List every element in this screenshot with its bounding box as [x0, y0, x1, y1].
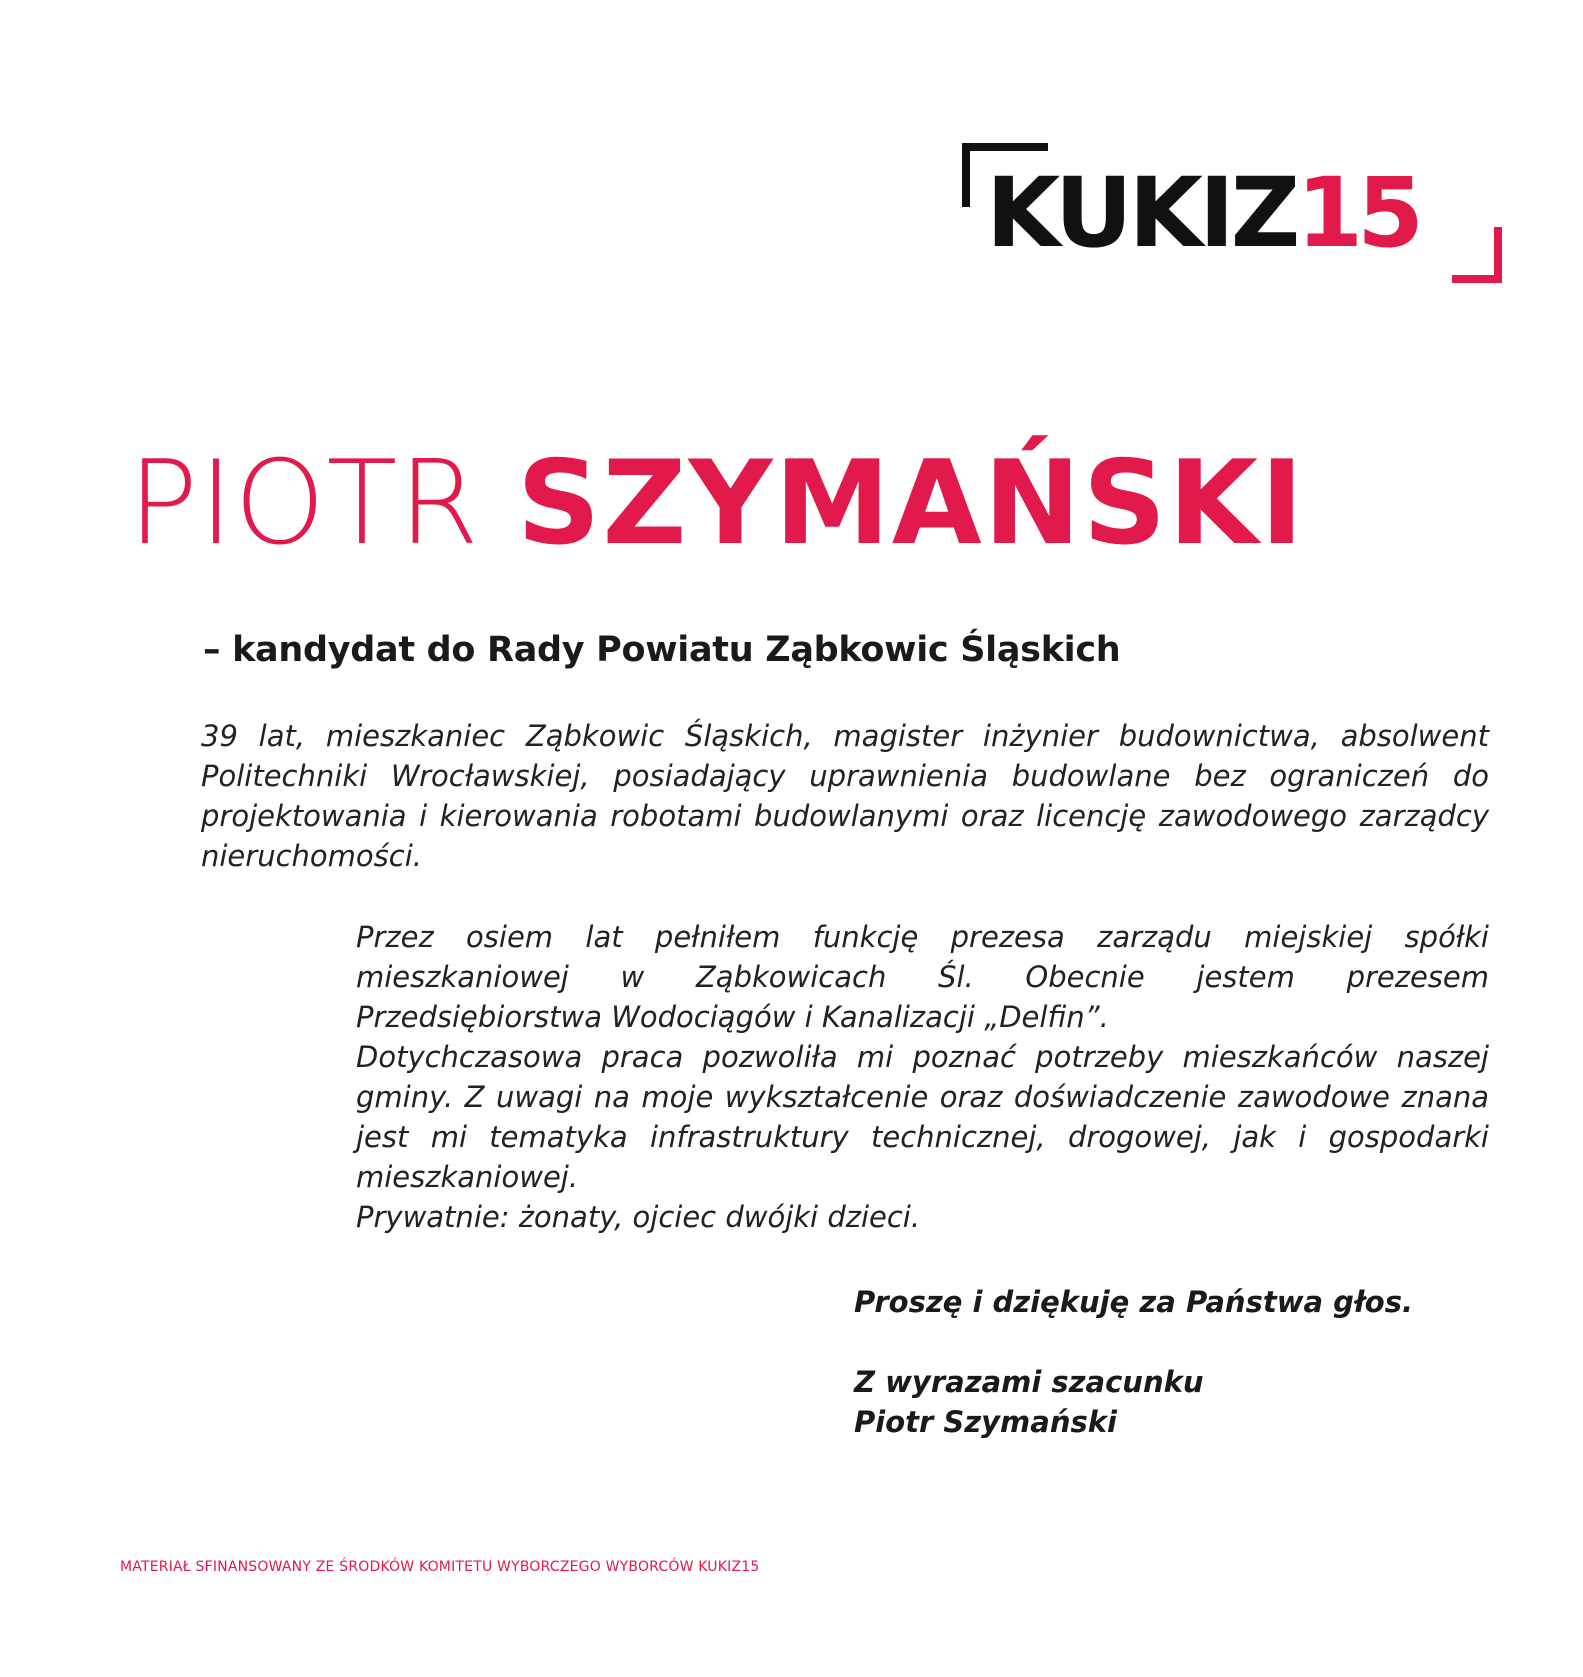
closing-thanks: Proszę i dziękuję za Państwa głos. [854, 1285, 1413, 1319]
bio-paragraph-2 [356, 917, 1489, 1237]
logo-wordmark-main: KUKIZ [986, 157, 1297, 269]
logo-wordmark-number: 15 [1296, 157, 1418, 269]
closing-signature: Piotr Szymański [854, 1405, 1117, 1439]
funding-disclaimer: MATERIAŁ SFINANSOWANY ZE ŚRODKÓW KOMITETU WYBORCZEGO WYBORCÓW KUKIZ15 [120, 1559, 760, 1575]
logo-wordmark [986, 157, 1418, 269]
candidate-first-name: PIOTR [128, 436, 480, 571]
bio-paragraph-1: 39 lat, mieszkaniec Ząbkowic Śląskich, magister inżynier budownictwa, absolwent Politechniki Wrocławskiej, posiadający uprawnienia budowlane bez ograniczeń do projektowania i kierowania robotami budowlanymi oraz licencję zawodowego zarządcy nieruchomości. [201, 719, 1489, 873]
kukiz15-logo [962, 143, 1502, 283]
candidate-last-name: SZYMAŃSKI [516, 436, 1306, 571]
bio-paragraph-2-line-3: Prywatnie: żonaty, ojciec dwójki dzieci. [356, 1200, 921, 1234]
candidate-name [128, 436, 1306, 571]
bio-paragraph-2-line-2: Dotychczasowa praca pozwoliła mi poznać potrzeby mieszkańców naszej gminy. Z uwagi na moje wykształcenie oraz doświadczenie zawodowe znana jest mi tematyka infrastruktury technicznej, drogowej, jak i gospodarki mieszkaniowej. [356, 1040, 1489, 1194]
logo-bracket-bottom-right [1452, 227, 1502, 283]
bio-paragraph-2-line-1: Przez osiem lat pełniłem funkcję prezesa zarządu miejskiej spółki mieszkaniowej w Ząbkowicach Śl. Obecnie jestem prezesem Przedsiębiorstwa Wodociągów i Kanalizacji „Delfin”. [356, 920, 1489, 1034]
closing-regards: Z wyrazami szacunku [854, 1365, 1204, 1399]
candidate-subtitle: – kandydat do Rady Powiatu Ząbkowic Śląskich [203, 630, 1121, 670]
